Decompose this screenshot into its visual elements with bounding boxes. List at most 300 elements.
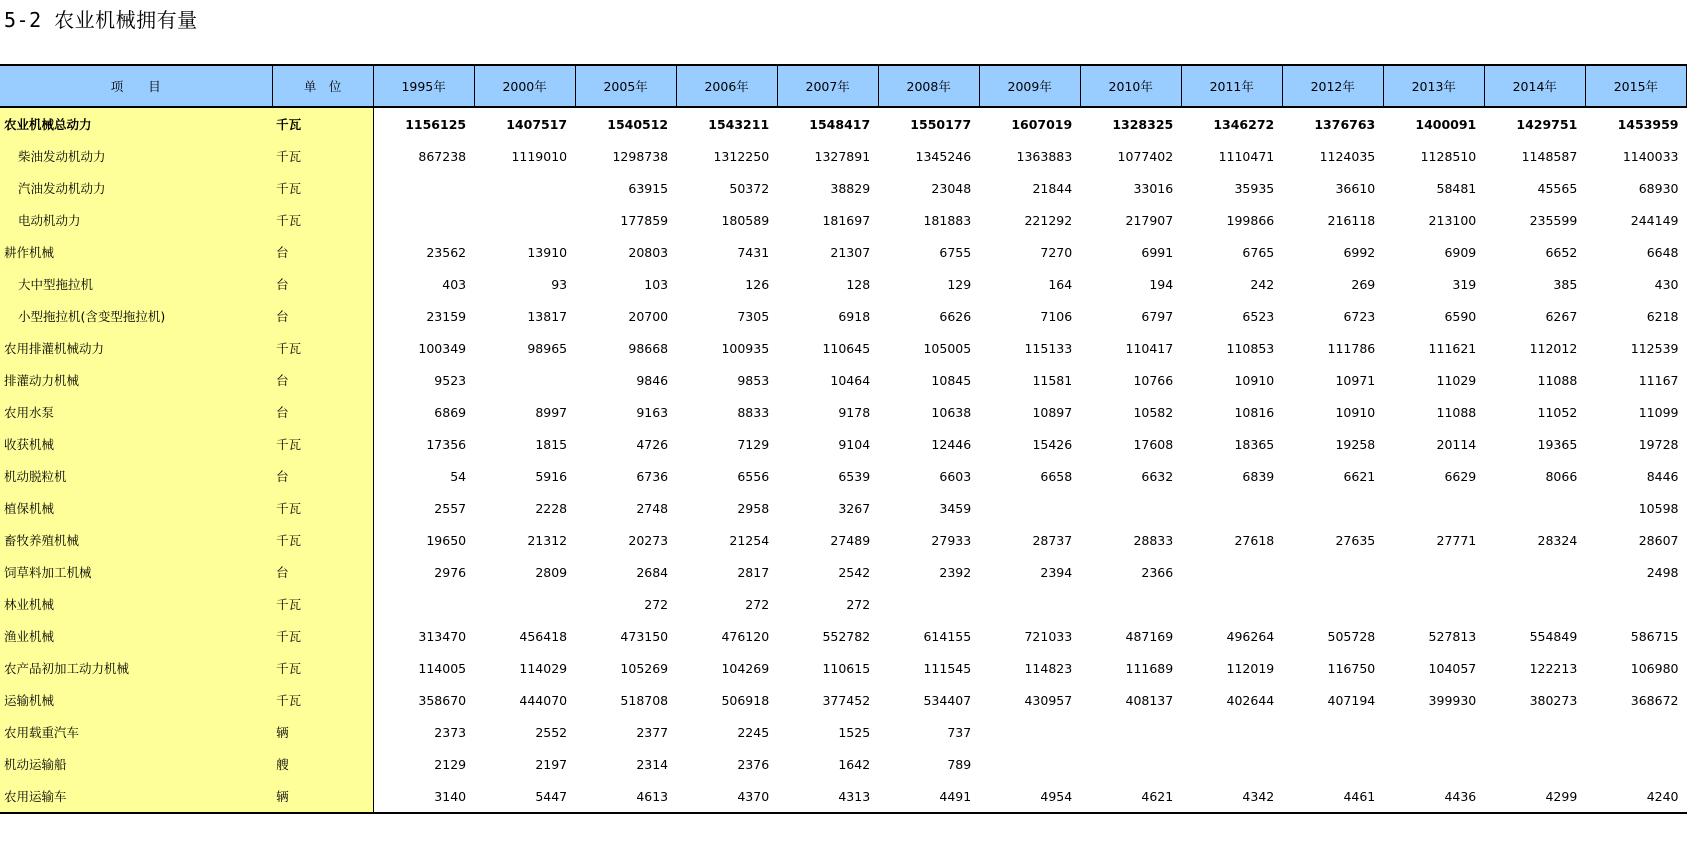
value-cell[interactable]: 272	[644, 596, 669, 612]
value-cell[interactable]: 4436	[1383, 780, 1484, 813]
value-cell[interactable]: 358670	[418, 692, 467, 708]
value-cell[interactable]: 105005	[923, 340, 972, 356]
row-label[interactable]: 农用载重汽车	[0, 716, 272, 748]
value-cell[interactable]: 2373	[434, 724, 467, 740]
value-cell[interactable]: 21312	[527, 532, 568, 548]
value-cell[interactable]: 614155	[923, 628, 972, 644]
value-cell[interactable]: 1298738	[612, 148, 669, 164]
value-cell[interactable]: 1328325	[1112, 116, 1174, 132]
column-header-year[interactable]: 2011年	[1181, 65, 1282, 107]
value-cell[interactable]: 112539	[1630, 340, 1679, 356]
value-cell[interactable]: 27933	[931, 532, 972, 548]
value-cell[interactable]: 6590	[1444, 308, 1477, 324]
value-cell[interactable]: 6797	[1141, 308, 1174, 324]
column-header-year[interactable]: 2000年	[474, 65, 575, 107]
value-cell[interactable]: 110853	[1226, 340, 1275, 356]
value-cell[interactable]: 402644	[1226, 692, 1275, 708]
value-cell[interactable]: 20273	[628, 532, 669, 548]
value-cell[interactable]: 19650	[426, 532, 467, 548]
column-header-year[interactable]: 2015年	[1585, 65, 1686, 107]
value-cell[interactable]: 403	[442, 276, 467, 292]
value-cell[interactable]: 2245	[737, 724, 770, 740]
value-cell[interactable]: 28324	[1537, 532, 1578, 548]
row-unit[interactable]: 千瓦	[272, 492, 373, 524]
value-cell[interactable]: 496264	[1226, 628, 1275, 644]
value-cell[interactable]: 8066	[1545, 468, 1578, 484]
value-cell[interactable]: 272	[745, 596, 770, 612]
value-cell[interactable]: 518708	[620, 692, 669, 708]
value-cell[interactable]: 2958	[737, 500, 770, 516]
value-cell[interactable]: 104057	[1428, 660, 1477, 676]
value-cell[interactable]: 2377	[636, 724, 669, 740]
value-cell[interactable]: 110645	[822, 340, 871, 356]
value-cell[interactable]: 6523	[1242, 308, 1275, 324]
value-cell[interactable]	[1484, 588, 1585, 620]
row-label[interactable]: 大中型拖拉机	[0, 268, 272, 300]
column-header-year[interactable]: 2008年	[878, 65, 979, 107]
row-unit[interactable]: 千瓦	[272, 107, 373, 140]
value-cell[interactable]	[1080, 716, 1181, 748]
value-cell[interactable]: 2817	[737, 564, 770, 580]
value-cell[interactable]	[979, 748, 1080, 780]
value-cell[interactable]: 6652	[1545, 244, 1578, 260]
row-unit[interactable]: 千瓦	[272, 588, 373, 620]
value-cell[interactable]: 35935	[1234, 180, 1275, 196]
value-cell[interactable]: 6755	[939, 244, 972, 260]
value-cell[interactable]	[1484, 748, 1585, 780]
value-cell[interactable]: 2392	[939, 564, 972, 580]
value-cell[interactable]: 10464	[830, 372, 871, 388]
value-cell[interactable]: 408137	[1125, 692, 1174, 708]
row-unit[interactable]: 台	[272, 460, 373, 492]
value-cell[interactable]: 21307	[830, 244, 871, 260]
value-cell[interactable]: 1540512	[607, 116, 669, 132]
value-cell[interactable]: 10897	[1032, 404, 1073, 420]
value-cell[interactable]	[474, 172, 575, 204]
row-unit[interactable]: 千瓦	[272, 652, 373, 684]
value-cell[interactable]: 13910	[527, 244, 568, 260]
value-cell[interactable]: 7431	[737, 244, 770, 260]
value-cell[interactable]: 21844	[1032, 180, 1073, 196]
value-cell[interactable]	[1282, 748, 1383, 780]
row-unit[interactable]: 千瓦	[272, 428, 373, 460]
value-cell[interactable]: 11052	[1537, 404, 1578, 420]
value-cell[interactable]: 110615	[822, 660, 871, 676]
value-cell[interactable]: 4613	[575, 780, 676, 813]
row-unit[interactable]: 辆	[272, 716, 373, 748]
row-label[interactable]: 收获机械	[0, 428, 272, 460]
value-cell[interactable]: 110417	[1125, 340, 1174, 356]
value-cell[interactable]: 473150	[620, 628, 669, 644]
value-cell[interactable]: 4342	[1181, 780, 1282, 813]
value-cell[interactable]: 9178	[838, 404, 871, 420]
value-cell[interactable]: 100935	[721, 340, 770, 356]
row-label[interactable]: 排灌动力机械	[0, 364, 272, 396]
value-cell[interactable]: 6603	[939, 468, 972, 484]
value-cell[interactable]: 58481	[1436, 180, 1477, 196]
value-cell[interactable]: 407194	[1327, 692, 1376, 708]
row-label[interactable]: 农产品初加工动力机械	[0, 652, 272, 684]
value-cell[interactable]: 2314	[636, 756, 669, 772]
value-cell[interactable]: 10598	[1638, 500, 1679, 516]
value-cell[interactable]: 3140	[373, 780, 474, 813]
value-cell[interactable]: 6556	[737, 468, 770, 484]
value-cell[interactable]: 19258	[1335, 436, 1376, 452]
value-cell[interactable]: 23562	[426, 244, 467, 260]
value-cell[interactable]: 177859	[620, 212, 669, 228]
value-cell[interactable]: 103	[644, 276, 669, 292]
value-cell[interactable]: 6869	[434, 404, 467, 420]
value-cell[interactable]: 6626	[939, 308, 972, 324]
value-cell[interactable]: 6632	[1141, 468, 1174, 484]
value-cell[interactable]: 2552	[535, 724, 568, 740]
column-header-year[interactable]: 2005年	[575, 65, 676, 107]
value-cell[interactable]: 4370	[676, 780, 777, 813]
value-cell[interactable]: 13817	[527, 308, 568, 324]
value-cell[interactable]: 54	[450, 468, 467, 484]
column-header-year[interactable]: 2013年	[1383, 65, 1484, 107]
value-cell[interactable]: 15426	[1032, 436, 1073, 452]
value-cell[interactable]: 586715	[1630, 628, 1679, 644]
value-cell[interactable]: 126	[745, 276, 770, 292]
value-cell[interactable]	[373, 172, 474, 204]
value-cell[interactable]: 19365	[1537, 436, 1578, 452]
value-cell[interactable]: 17356	[426, 436, 467, 452]
value-cell[interactable]: 23159	[426, 308, 467, 324]
value-cell[interactable]: 129	[947, 276, 972, 292]
value-cell[interactable]: 244149	[1630, 212, 1679, 228]
value-cell[interactable]: 2748	[636, 500, 669, 516]
value-cell[interactable]: 1327891	[814, 148, 871, 164]
value-cell[interactable]: 430	[1654, 276, 1679, 292]
value-cell[interactable]: 10845	[931, 372, 972, 388]
row-label[interactable]: 林业机械	[0, 588, 272, 620]
value-cell[interactable]: 4954	[979, 780, 1080, 813]
value-cell[interactable]: 28607	[1638, 532, 1679, 548]
value-cell[interactable]: 213100	[1428, 212, 1477, 228]
value-cell[interactable]	[1484, 492, 1585, 524]
value-cell[interactable]: 1346272	[1213, 116, 1275, 132]
value-cell[interactable]: 4240	[1585, 780, 1686, 813]
value-cell[interactable]: 1543211	[708, 116, 770, 132]
row-unit[interactable]: 台	[272, 556, 373, 588]
row-label[interactable]: 柴油发动机动力	[0, 140, 272, 172]
value-cell[interactable]: 100349	[418, 340, 467, 356]
value-cell[interactable]: 50372	[729, 180, 770, 196]
value-cell[interactable]: 6218	[1646, 308, 1679, 324]
value-cell[interactable]: 6839	[1242, 468, 1275, 484]
value-cell[interactable]: 1550177	[910, 116, 972, 132]
value-cell[interactable]: 9853	[737, 372, 770, 388]
value-cell[interactable]: 98668	[628, 340, 669, 356]
value-cell[interactable]	[1080, 492, 1181, 524]
value-cell[interactable]: 7270	[1040, 244, 1073, 260]
value-cell[interactable]: 506918	[721, 692, 770, 708]
value-cell[interactable]: 217907	[1125, 212, 1174, 228]
value-cell[interactable]	[373, 204, 474, 236]
value-cell[interactable]: 23048	[931, 180, 972, 196]
row-unit[interactable]: 千瓦	[272, 140, 373, 172]
value-cell[interactable]: 7305	[737, 308, 770, 324]
row-label[interactable]: 机动运输船	[0, 748, 272, 780]
value-cell[interactable]	[1585, 588, 1686, 620]
value-cell[interactable]: 1077402	[1117, 148, 1174, 164]
value-cell[interactable]: 164	[1048, 276, 1073, 292]
value-cell[interactable]: 1525	[838, 724, 871, 740]
value-cell[interactable]: 9104	[838, 436, 871, 452]
value-cell[interactable]	[979, 492, 1080, 524]
value-cell[interactable]	[1585, 716, 1686, 748]
value-cell[interactable]: 6992	[1343, 244, 1376, 260]
value-cell[interactable]	[979, 716, 1080, 748]
value-cell[interactable]	[878, 588, 979, 620]
value-cell[interactable]: 181883	[923, 212, 972, 228]
value-cell[interactable]: 2197	[535, 756, 568, 772]
value-cell[interactable]: 20803	[628, 244, 669, 260]
value-cell[interactable]: 1140033	[1622, 148, 1679, 164]
value-cell[interactable]: 68930	[1638, 180, 1679, 196]
value-cell[interactable]: 63915	[628, 180, 669, 196]
value-cell[interactable]: 128	[846, 276, 871, 292]
value-cell[interactable]: 11581	[1032, 372, 1073, 388]
value-cell[interactable]: 721033	[1024, 628, 1073, 644]
value-cell[interactable]: 11088	[1537, 372, 1578, 388]
value-cell[interactable]: 28833	[1133, 532, 1174, 548]
value-cell[interactable]	[1282, 588, 1383, 620]
value-cell[interactable]: 27489	[830, 532, 871, 548]
value-cell[interactable]: 11088	[1436, 404, 1477, 420]
value-cell[interactable]: 10582	[1133, 404, 1174, 420]
value-cell[interactable]: 98965	[527, 340, 568, 356]
value-cell[interactable]: 319	[1452, 276, 1477, 292]
value-cell[interactable]: 8833	[737, 404, 770, 420]
value-cell[interactable]	[1383, 588, 1484, 620]
value-cell[interactable]: 17608	[1133, 436, 1174, 452]
value-cell[interactable]: 112019	[1226, 660, 1275, 676]
row-unit[interactable]: 台	[272, 396, 373, 428]
value-cell[interactable]	[1080, 748, 1181, 780]
value-cell[interactable]: 180589	[721, 212, 770, 228]
row-unit[interactable]: 台	[272, 364, 373, 396]
value-cell[interactable]: 20700	[628, 308, 669, 324]
value-cell[interactable]: 737	[947, 724, 972, 740]
value-cell[interactable]: 114005	[418, 660, 467, 676]
value-cell[interactable]	[1383, 748, 1484, 780]
value-cell[interactable]: 36610	[1335, 180, 1376, 196]
value-cell[interactable]	[1181, 588, 1282, 620]
value-cell[interactable]: 1548417	[809, 116, 871, 132]
value-cell[interactable]: 4313	[777, 780, 878, 813]
column-header-year[interactable]: 1995年	[373, 65, 474, 107]
row-unit[interactable]: 千瓦	[272, 204, 373, 236]
value-cell[interactable]: 430957	[1024, 692, 1073, 708]
value-cell[interactable]	[1282, 716, 1383, 748]
value-cell[interactable]: 27771	[1436, 532, 1477, 548]
value-cell[interactable]: 45565	[1537, 180, 1578, 196]
value-cell[interactable]: 111689	[1125, 660, 1174, 676]
row-unit[interactable]: 台	[272, 300, 373, 332]
value-cell[interactable]: 1124035	[1319, 148, 1376, 164]
value-cell[interactable]	[1282, 556, 1383, 588]
value-cell[interactable]: 2542	[838, 564, 871, 580]
value-cell[interactable]: 21254	[729, 532, 770, 548]
value-cell[interactable]: 377452	[822, 692, 871, 708]
value-cell[interactable]: 2976	[434, 564, 467, 580]
value-cell[interactable]: 112012	[1529, 340, 1578, 356]
value-cell[interactable]	[373, 588, 474, 620]
value-cell[interactable]: 272	[846, 596, 871, 612]
value-cell[interactable]: 4461	[1282, 780, 1383, 813]
value-cell[interactable]: 2129	[434, 756, 467, 772]
value-cell[interactable]	[1383, 556, 1484, 588]
value-cell[interactable]	[474, 588, 575, 620]
row-label[interactable]: 农用运输车	[0, 780, 272, 813]
row-label[interactable]: 电动机动力	[0, 204, 272, 236]
value-cell[interactable]: 9163	[636, 404, 669, 420]
row-label[interactable]: 农用排灌机械动力	[0, 332, 272, 364]
value-cell[interactable]: 12446	[931, 436, 972, 452]
value-cell[interactable]: 6621	[1343, 468, 1376, 484]
value-cell[interactable]: 20114	[1436, 436, 1477, 452]
value-cell[interactable]: 1400091	[1415, 116, 1477, 132]
value-cell[interactable]: 487169	[1125, 628, 1174, 644]
value-cell[interactable]: 114823	[1024, 660, 1073, 676]
value-cell[interactable]: 6629	[1444, 468, 1477, 484]
value-cell[interactable]: 221292	[1024, 212, 1073, 228]
value-cell[interactable]: 1345246	[915, 148, 972, 164]
value-cell[interactable]	[1484, 556, 1585, 588]
value-cell[interactable]: 6991	[1141, 244, 1174, 260]
value-cell[interactable]: 111621	[1428, 340, 1477, 356]
value-cell[interactable]: 2366	[1141, 564, 1174, 580]
value-cell[interactable]: 116750	[1327, 660, 1376, 676]
column-header-year[interactable]: 2012年	[1282, 65, 1383, 107]
value-cell[interactable]: 6723	[1343, 308, 1376, 324]
row-label[interactable]: 植保机械	[0, 492, 272, 524]
value-cell[interactable]: 6648	[1646, 244, 1679, 260]
value-cell[interactable]	[1080, 588, 1181, 620]
value-cell[interactable]: 242	[1250, 276, 1275, 292]
value-cell[interactable]: 399930	[1428, 692, 1477, 708]
value-cell[interactable]: 114029	[519, 660, 568, 676]
row-label[interactable]: 饲草料加工机械	[0, 556, 272, 588]
value-cell[interactable]: 1148587	[1521, 148, 1578, 164]
value-cell[interactable]: 4621	[1080, 780, 1181, 813]
value-cell[interactable]: 1128510	[1420, 148, 1477, 164]
value-cell[interactable]: 111545	[923, 660, 972, 676]
value-cell[interactable]: 368672	[1630, 692, 1679, 708]
column-header-year[interactable]: 2010年	[1080, 65, 1181, 107]
value-cell[interactable]: 1110471	[1218, 148, 1275, 164]
row-unit[interactable]: 千瓦	[272, 332, 373, 364]
value-cell[interactable]	[1383, 492, 1484, 524]
value-cell[interactable]	[979, 588, 1080, 620]
row-label[interactable]: 机动脱粒机	[0, 460, 272, 492]
value-cell[interactable]: 216118	[1327, 212, 1376, 228]
value-cell[interactable]: 1376763	[1314, 116, 1376, 132]
value-cell[interactable]: 1607019	[1011, 116, 1073, 132]
column-header-year[interactable]: 2009年	[979, 65, 1080, 107]
value-cell[interactable]: 2809	[535, 564, 568, 580]
value-cell[interactable]: 456418	[519, 628, 568, 644]
value-cell[interactable]: 2376	[737, 756, 770, 772]
value-cell[interactable]: 313470	[418, 628, 467, 644]
row-unit[interactable]: 艘	[272, 748, 373, 780]
value-cell[interactable]: 10766	[1133, 372, 1174, 388]
value-cell[interactable]: 527813	[1428, 628, 1477, 644]
value-cell[interactable]	[474, 204, 575, 236]
value-cell[interactable]: 6267	[1545, 308, 1578, 324]
column-header-year[interactable]: 2006年	[676, 65, 777, 107]
value-cell[interactable]: 789	[947, 756, 972, 772]
value-cell[interactable]: 9846	[636, 372, 669, 388]
row-unit[interactable]: 千瓦	[272, 620, 373, 652]
value-cell[interactable]: 8997	[535, 404, 568, 420]
value-cell[interactable]: 6918	[838, 308, 871, 324]
value-cell[interactable]: 1156125	[405, 116, 467, 132]
value-cell[interactable]: 1119010	[511, 148, 568, 164]
row-label[interactable]: 耕作机械	[0, 236, 272, 268]
value-cell[interactable]: 235599	[1529, 212, 1578, 228]
value-cell[interactable]: 1407517	[506, 116, 568, 132]
value-cell[interactable]: 1815	[535, 436, 568, 452]
value-cell[interactable]: 27635	[1335, 532, 1376, 548]
row-unit[interactable]: 千瓦	[272, 172, 373, 204]
value-cell[interactable]: 1642	[838, 756, 871, 772]
value-cell[interactable]: 380273	[1529, 692, 1578, 708]
value-cell[interactable]: 4491	[878, 780, 979, 813]
value-cell[interactable]: 7106	[1040, 308, 1073, 324]
value-cell[interactable]: 10816	[1234, 404, 1275, 420]
value-cell[interactable]: 5447	[474, 780, 575, 813]
value-cell[interactable]: 476120	[721, 628, 770, 644]
value-cell[interactable]: 9523	[434, 372, 467, 388]
row-label[interactable]: 汽油发动机动力	[0, 172, 272, 204]
value-cell[interactable]: 199866	[1226, 212, 1275, 228]
column-header-unit[interactable]: 单 位	[272, 65, 373, 107]
value-cell[interactable]: 181697	[822, 212, 871, 228]
value-cell[interactable]	[1484, 716, 1585, 748]
value-cell[interactable]	[1181, 716, 1282, 748]
value-cell[interactable]: 6539	[838, 468, 871, 484]
value-cell[interactable]: 115133	[1024, 340, 1073, 356]
value-cell[interactable]: 5916	[535, 468, 568, 484]
column-header-year[interactable]: 2007年	[777, 65, 878, 107]
row-unit[interactable]: 台	[272, 236, 373, 268]
value-cell[interactable]: 10638	[931, 404, 972, 420]
value-cell[interactable]: 444070	[519, 692, 568, 708]
row-unit[interactable]: 辆	[272, 780, 373, 813]
value-cell[interactable]: 104269	[721, 660, 770, 676]
value-cell[interactable]: 534407	[923, 692, 972, 708]
value-cell[interactable]	[1585, 748, 1686, 780]
value-cell[interactable]: 4299	[1484, 780, 1585, 813]
value-cell[interactable]	[1383, 716, 1484, 748]
value-cell[interactable]: 28737	[1032, 532, 1073, 548]
value-cell[interactable]: 38829	[830, 180, 871, 196]
value-cell[interactable]: 18365	[1234, 436, 1275, 452]
value-cell[interactable]: 33016	[1133, 180, 1174, 196]
value-cell[interactable]: 554849	[1529, 628, 1578, 644]
value-cell[interactable]: 122213	[1529, 660, 1578, 676]
value-cell[interactable]: 7129	[737, 436, 770, 452]
value-cell[interactable]: 6736	[636, 468, 669, 484]
value-cell[interactable]: 194	[1149, 276, 1174, 292]
value-cell[interactable]: 111786	[1327, 340, 1376, 356]
value-cell[interactable]	[1181, 492, 1282, 524]
value-cell[interactable]: 1453959	[1617, 116, 1679, 132]
value-cell[interactable]: 10971	[1335, 372, 1376, 388]
